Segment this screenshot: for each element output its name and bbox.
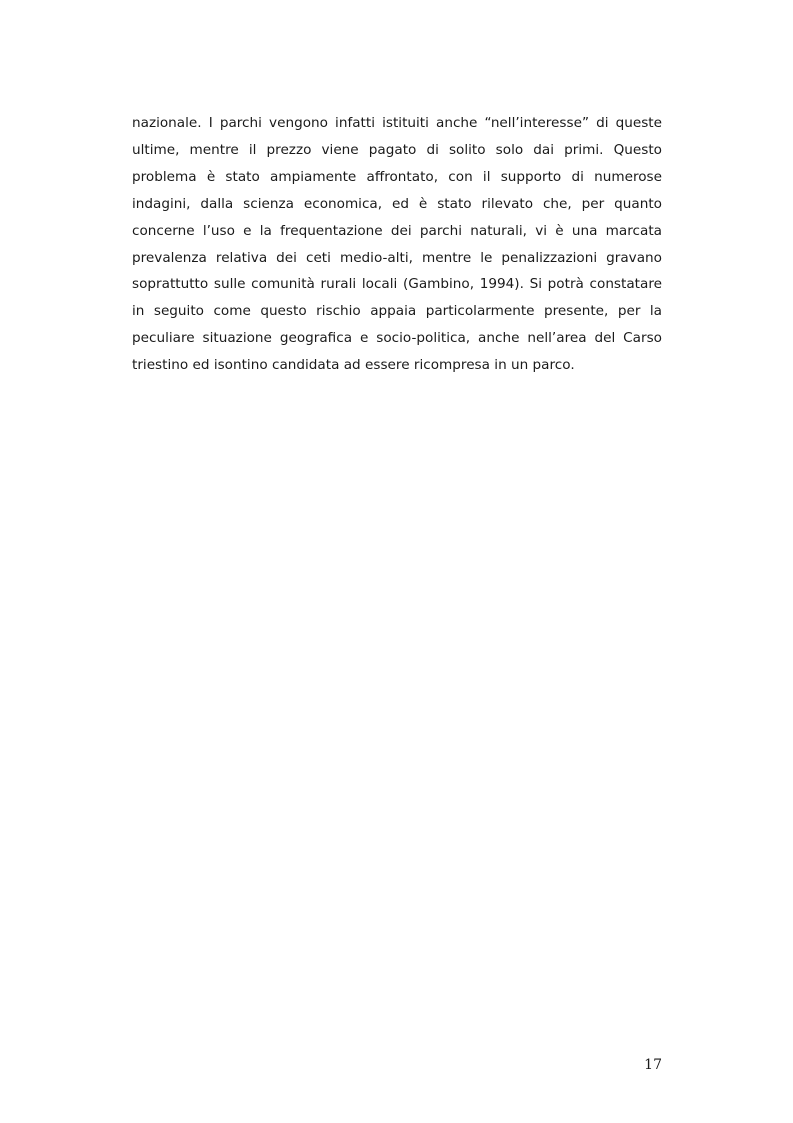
body-paragraph: nazionale. I parchi vengono infatti istituiti anche “nell’interesse” di queste ultime, mentre il prezzo viene pagato di solito solo dai primi. Questo problema è stato ampiamente affrontato, con il supporto di numerose indagini, dalla scienza economica, ed è stato rilevato che, per quanto concerne l’uso e la frequentazione dei parchi naturali, vi è una marcata prevalenza relativa dei ceti medio-alti, mentre le penalizzazioni gravano soprattutto sulle comunità rurali locali (Gambino, 1994). Si potrà constatare in seguito come questo rischio appaia particolarmente presente, per la peculiare situazione geografica e socio-politica, anche nell’area del Carso triestino ed isontino candidata ad essere ricompresa in un parco. [132, 115, 662, 374]
page-number: 17 [644, 1057, 662, 1073]
